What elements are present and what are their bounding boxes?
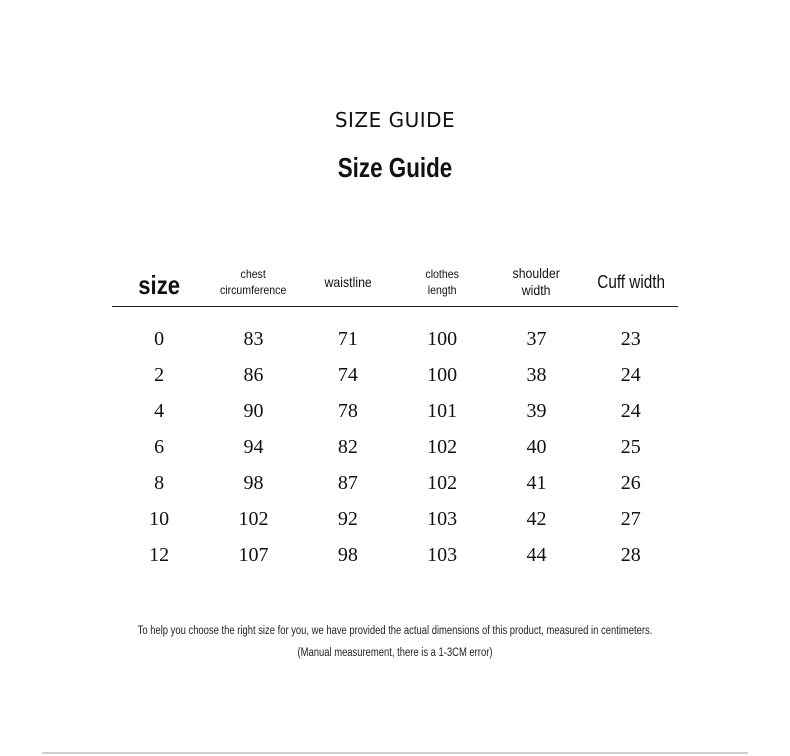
cell-length: 103	[427, 507, 458, 530]
cell-shoulder: 41	[526, 471, 547, 494]
cell-cuff: 28	[620, 543, 641, 566]
header-chest-line2: circumference	[220, 283, 287, 297]
cell-length: 102	[427, 435, 458, 458]
size-table	[112, 258, 678, 573]
table-row	[112, 501, 678, 537]
header-shoulder-line1: shoulder	[512, 265, 561, 281]
cell-shoulder: 44	[526, 543, 547, 566]
cell-waist: 92	[337, 507, 358, 530]
table-body	[112, 307, 678, 573]
cell-cuff: 23	[620, 327, 641, 350]
header-cuff-label: Cuff width	[596, 271, 665, 292]
table-row	[112, 537, 678, 573]
cell-chest: 90	[243, 399, 264, 422]
cell-length: 100	[427, 327, 458, 350]
header-chest-line1: chest	[240, 267, 267, 281]
cell-length: 103	[427, 543, 458, 566]
cell-size: 12	[149, 543, 170, 566]
cell-chest: 86	[243, 363, 264, 386]
cell-chest: 98	[243, 471, 264, 494]
cell-waist: 74	[337, 363, 358, 386]
cell-size: 4	[154, 399, 165, 422]
header-size	[119, 264, 199, 301]
page-subtitle: Size Guide	[337, 152, 453, 183]
header-chest-circumference	[212, 266, 295, 298]
cell-chest: 83	[243, 327, 264, 350]
cell-waist: 78	[337, 399, 358, 422]
cell-size: 2	[154, 363, 165, 386]
cell-chest: 107	[238, 543, 269, 566]
cell-size: 8	[154, 471, 165, 494]
header-clothes-length	[401, 266, 484, 298]
header-waistline	[306, 274, 389, 291]
cell-cuff: 24	[620, 363, 641, 386]
header-clothes-line1: clothes	[425, 267, 459, 281]
measurement-error-note: (Manual measurement, there is a 1-3CM error)	[297, 647, 493, 659]
cell-chest: 102	[238, 507, 269, 530]
cell-cuff: 26	[620, 471, 641, 494]
cell-waist: 87	[337, 471, 358, 494]
header-waistline-label: waistline	[324, 273, 372, 290]
cell-size: 10	[149, 507, 170, 530]
table-row	[112, 429, 678, 465]
cell-size: 0	[154, 327, 165, 350]
table-row	[112, 357, 678, 393]
header-shoulder-width	[495, 265, 578, 299]
cell-length: 100	[427, 363, 458, 386]
cell-cuff: 25	[620, 435, 641, 458]
cell-waist: 82	[337, 435, 358, 458]
cell-shoulder: 40	[526, 435, 547, 458]
measurement-note: To help you choose the right size for you, we have provided the actual dimensions of this product, measured in centimeters.	[137, 625, 653, 637]
table-header-row	[112, 258, 678, 307]
table-row	[112, 465, 678, 501]
cell-cuff: 27	[620, 507, 641, 530]
cell-shoulder: 42	[526, 507, 547, 530]
cell-shoulder: 37	[526, 327, 547, 350]
page-title: SIZE GUIDE	[334, 108, 456, 132]
cell-chest: 94	[243, 435, 264, 458]
cell-cuff: 24	[620, 399, 641, 422]
cell-shoulder: 38	[526, 363, 547, 386]
header-cuff-width	[591, 272, 671, 293]
cell-shoulder: 39	[526, 399, 547, 422]
cell-length: 101	[427, 399, 458, 422]
cell-waist: 71	[337, 327, 358, 350]
cell-size: 6	[154, 435, 165, 458]
bottom-divider	[42, 752, 748, 754]
table-row	[112, 393, 678, 429]
table-row	[112, 321, 678, 357]
header-size-label: size	[138, 269, 181, 300]
header-shoulder-line2: width	[522, 282, 551, 298]
header-clothes-line2: length	[427, 283, 457, 297]
cell-length: 102	[427, 471, 458, 494]
cell-waist: 98	[337, 543, 358, 566]
